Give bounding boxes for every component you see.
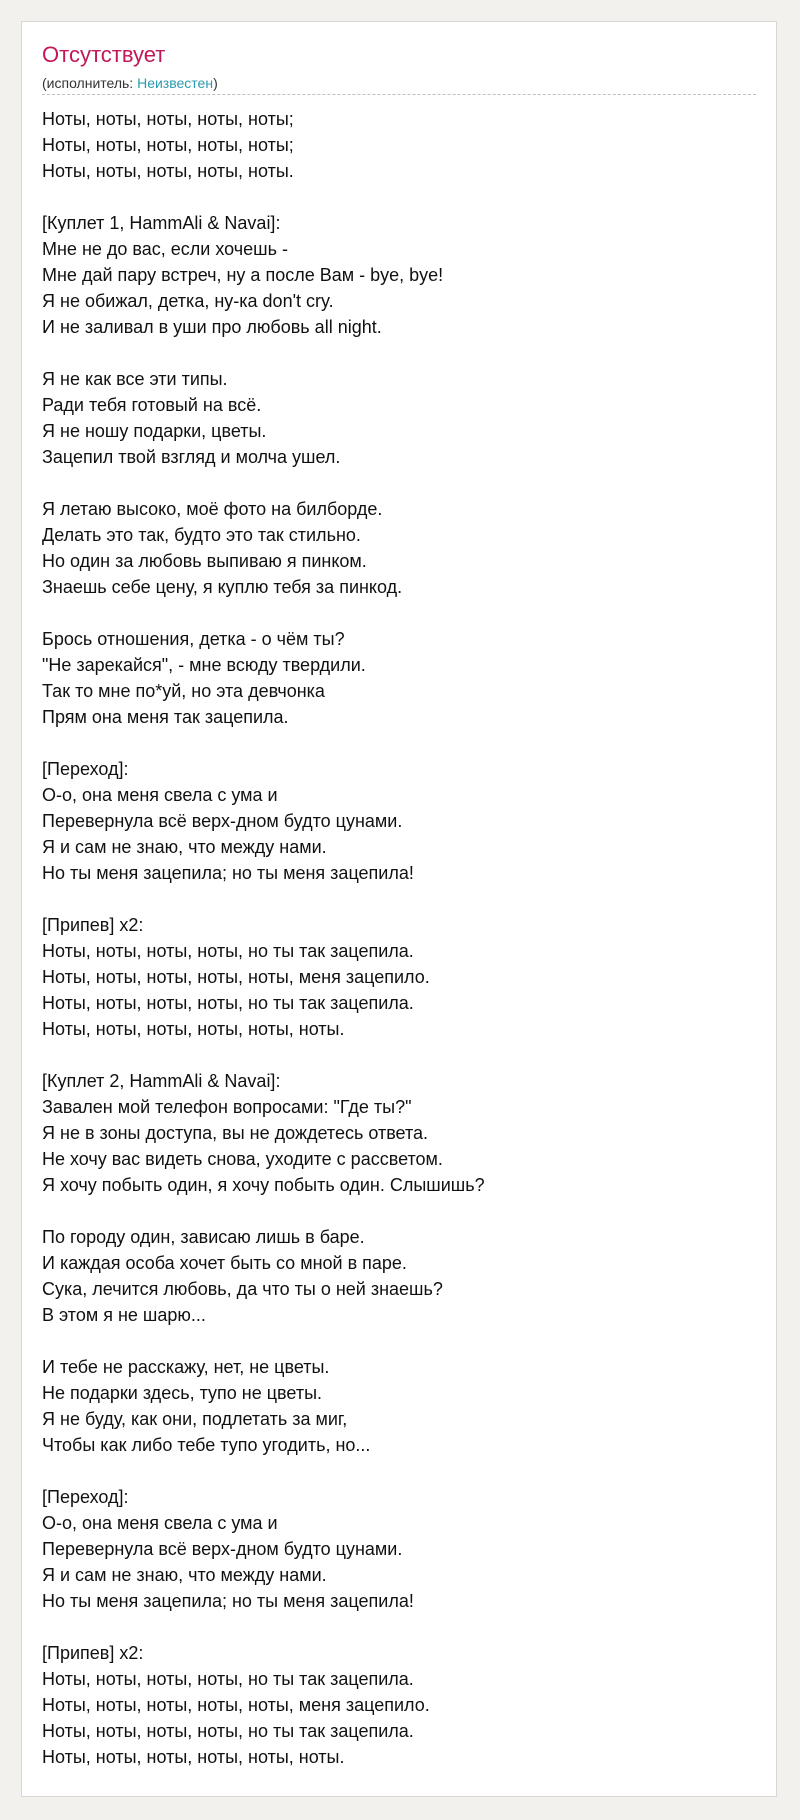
lyrics-line: Ноты, ноты, ноты, ноты, но ты так зацепила. (42, 941, 414, 961)
lyrics-line: Ноты, ноты, ноты, ноты, ноты, ноты. (42, 1747, 345, 1767)
lyrics-line: О-о, она меня свела с ума и (42, 785, 278, 805)
lyrics-line: "Не зарекайся", - мне всюду твердили. (42, 655, 366, 675)
lyrics-line: И не заливал в уши про любовь all night. (42, 317, 382, 337)
lyrics-line: Прям она меня так зацепила. (42, 707, 289, 727)
lyrics-line: Мне дай пару встреч, ну а после Вам - bye, bye! (42, 265, 444, 285)
lyrics-line: Зацепил твой взгляд и молча ушел. (42, 447, 341, 467)
lyrics-line: Но ты меня зацепила; но ты меня зацепила! (42, 1591, 414, 1611)
lyrics-line: Ноты, ноты, ноты, ноты, ноты, меня зацепило. (42, 967, 430, 987)
lyrics-line: [Куплет 1, HammAli & Navai]: (42, 213, 281, 233)
lyrics-stanza (42, 1068, 756, 1198)
lyrics-line: Я не буду, как они, подлетать за миг, (42, 1409, 348, 1429)
lyrics-stanza (42, 912, 756, 1042)
lyrics-line: Я не ношу подарки, цветы. (42, 421, 267, 441)
lyrics-line: Перевернула всё верх-дном будто цунами. (42, 1539, 403, 1559)
lyrics-line: Делать это так, будто это так стильно. (42, 525, 361, 545)
lyrics-line: Ноты, ноты, ноты, ноты, ноты; (42, 109, 294, 129)
lyrics-line: Ноты, ноты, ноты, ноты, но ты так зацепила. (42, 1669, 414, 1689)
artist-suffix: ) (213, 75, 218, 91)
lyrics-stanza (42, 366, 756, 470)
lyrics-line: Не подарки здесь, тупо не цветы. (42, 1383, 323, 1403)
lyrics-line: Чтобы как либо тебе тупо угодить, но... (42, 1435, 371, 1455)
lyrics-line: Ноты, ноты, ноты, ноты, ноты, ноты. (42, 1019, 345, 1039)
artist-link[interactable]: Неизвестен (137, 75, 214, 91)
lyrics-card (21, 21, 777, 1797)
lyrics-line: Ради тебя готовый на всё. (42, 395, 262, 415)
lyrics-line: Ноты, ноты, ноты, ноты, но ты так зацепила. (42, 1721, 414, 1741)
lyrics-stanza (42, 210, 756, 340)
lyrics-line: Я не обижал, детка, ну-ка don't cry. (42, 291, 334, 311)
lyrics-line: Мне не до вас, если хочешь - (42, 239, 288, 259)
lyrics-stanza (42, 1640, 756, 1770)
lyrics-line: Завален мой телефон вопросами: "Где ты?" (42, 1097, 412, 1117)
lyrics-line: В этом я не шарю... (42, 1305, 206, 1325)
lyrics-line: [Куплет 2, HammAli & Navai]: (42, 1071, 281, 1091)
lyrics-line: И каждая особа хочет быть со мной в паре. (42, 1253, 407, 1273)
lyrics-line: Не хочу вас видеть снова, уходите с рассветом. (42, 1149, 443, 1169)
lyrics-stanza (42, 626, 756, 730)
lyrics-line: Перевернула всё верх-дном будто цунами. (42, 811, 403, 831)
lyrics-line: Брось отношения, детка - о чём ты? (42, 629, 345, 649)
lyrics-line: Знаешь себе цену, я куплю тебя за пинкод. (42, 577, 403, 597)
lyrics-stanza (42, 756, 756, 886)
lyrics-stanza (42, 1484, 756, 1614)
lyrics-line: Я и сам не знаю, что между нами. (42, 837, 327, 857)
lyrics-text (42, 106, 756, 1796)
lyrics-stanza (42, 496, 756, 600)
lyrics-line: Я не в зоны доступа, вы не дождетесь ответа. (42, 1123, 429, 1143)
lyrics-line: [Припев] x2: (42, 915, 144, 935)
artist-line (42, 74, 218, 92)
lyrics-line: Ноты, ноты, ноты, ноты, ноты. (42, 161, 294, 181)
lyrics-stanza (42, 1354, 756, 1458)
lyrics-stanza (42, 1224, 756, 1328)
lyrics-line: О-о, она меня свела с ума и (42, 1513, 278, 1533)
artist-prefix: (исполнитель: (42, 75, 138, 91)
lyrics-line: Так то мне по*уй, но эта девчонка (42, 681, 325, 701)
lyrics-line: По городу один, зависаю лишь в баре. (42, 1227, 365, 1247)
lyrics-line: [Переход]: (42, 1487, 129, 1507)
lyrics-line: Я не как все эти типы. (42, 369, 228, 389)
lyrics-line: Ноты, ноты, ноты, ноты, но ты так зацепила. (42, 993, 414, 1013)
lyrics-line: Ноты, ноты, ноты, ноты, ноты, меня зацепило. (42, 1695, 430, 1715)
lyrics-line: Я хочу побыть один, я хочу побыть один. Слышишь? (42, 1175, 485, 1195)
lyrics-stanza (42, 106, 756, 184)
lyrics-line: Я летаю высоко, моё фото на билборде. (42, 499, 383, 519)
lyrics-line: Сука, лечится любовь, да что ты о ней знаешь? (42, 1279, 443, 1299)
lyrics-line: Ноты, ноты, ноты, ноты, ноты; (42, 135, 294, 155)
lyrics-line: И тебе не расскажу, нет, не цветы. (42, 1357, 330, 1377)
lyrics-line: [Переход]: (42, 759, 129, 779)
song-title: Отсутствует (42, 42, 166, 67)
lyrics-line: Но один за любовь выпиваю я пинком. (42, 551, 367, 571)
lyrics-line: Я и сам не знаю, что между нами. (42, 1565, 327, 1585)
lyrics-line: [Припев] x2: (42, 1643, 144, 1663)
lyrics-line: Но ты меня зацепила; но ты меня зацепила! (42, 863, 414, 883)
header-divider (42, 94, 756, 95)
